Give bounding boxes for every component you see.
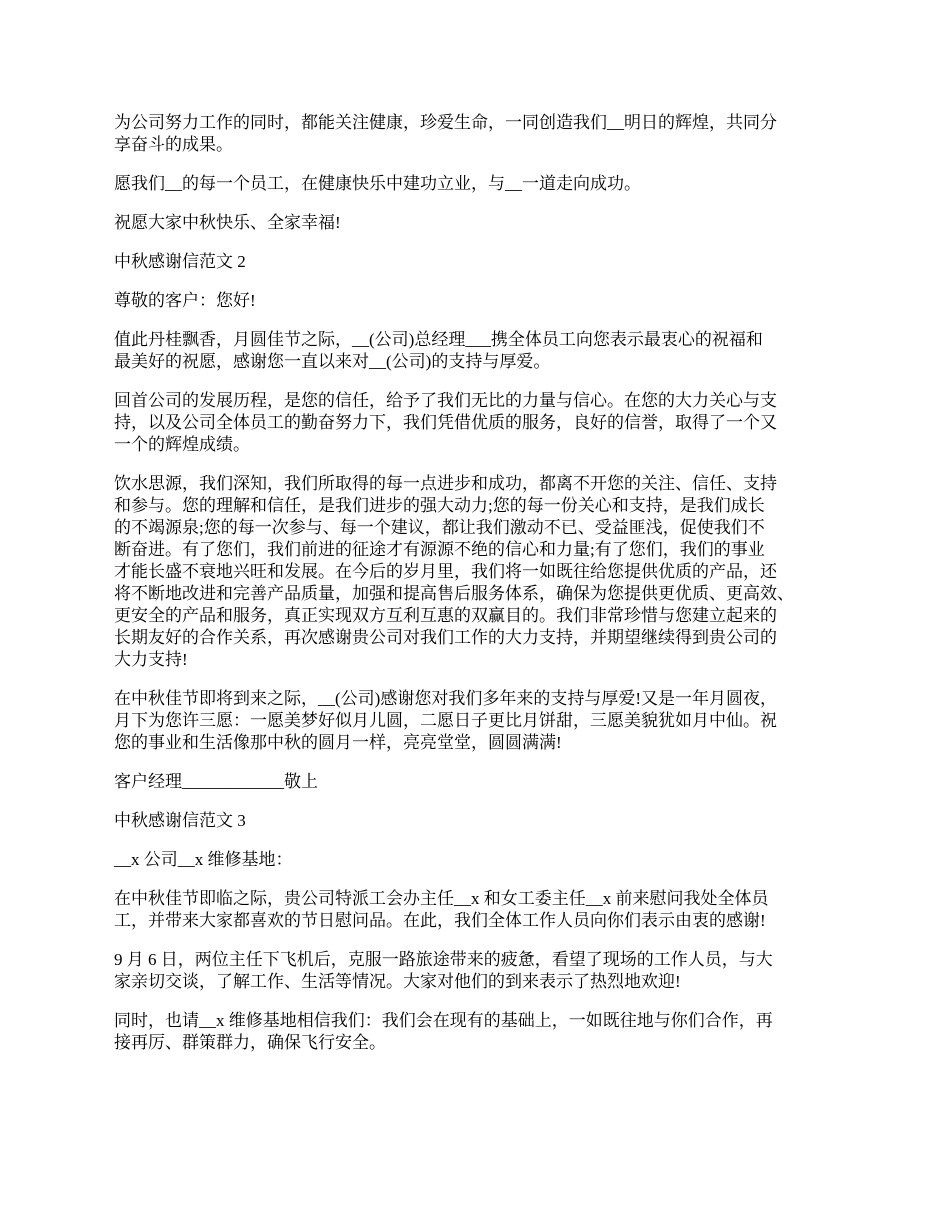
paragraph-opening: 值此丹桂飘香，月圆佳节之际，__(公司)总经理___携全体员工向您表示最衷心的祝福和 最美好的祝愿，感谢您一直以来对__(公司)的支持与厚爱。 [114,330,763,371]
paragraph-arrival: 9 月 6 日，两位主任下飞机后，克服一路旅途带来的疲惫，看望了现场的工作人员，与大 家亲切交谈，了解工作、生活等情况。大家对他们的到来表示了热烈地欢迎! [114,950,773,991]
paragraph-closing-wish: 为公司努力工作的同时，都能关注健康，珍爱生命，一同创造我们__明日的辉煌，共同分 享奋斗的成果。 [114,113,777,154]
salutation-customer: 尊敬的客户：您好! [114,291,256,310]
paragraph-employee-wish: 愿我们__的每一个员工，在健康快乐中建功立业，与__一道走向成功。 [114,174,641,193]
paragraph-wishes: 在中秋佳节即将到来之际，__(公司)感谢您对我们多年来的支持与厚爱!又是一年月圆夜， 月下为您许三愿：一愿美梦好似月儿圆，二愿日子更比月饼甜，三愿美貌犹如月中仙。祝 您的事业和生活像那中秋的圆月一样，亮亮堂堂，圆圆满满! [114,689,777,752]
section-heading-3: 中秋感谢信范文 3 [114,811,246,830]
paragraph-history: 回首公司的发展历程，是您的信任，给予了我们无比的力量与信心。在您的大力关心与支 持，以及公司全体员工的勤奋努力下，我们凭借优质的服务，良好的信誉，取得了一个又 一个的辉煌成绩。 [114,391,777,454]
paragraph-commitment: 同时，也请__x 维修基地相信我们：我们会在现有的基础上，一如既往地与你们合作，再 接再厉、群策群力，确保飞行安全。 [114,1011,773,1052]
section-heading-2: 中秋感谢信范文 2 [114,252,246,271]
salutation-company: __x 公司__x 维修基地： [114,850,293,869]
paragraph-festival-greeting: 祝愿大家中秋快乐、全家幸福! [114,213,341,232]
document-body [114,112,844,1071]
paragraph-visit: 在中秋佳节即临之际，贵公司特派工会办主任__x 和女工委主任__x 前来慰问我处全体员 工，并带来大家都喜欢的节日慰问品。在此，我们全体工作人员向你们表示由衷的感谢! [114,889,769,930]
paragraph-gratitude: 饮水思源，我们深知，我们所取得的每一点进步和成功，都离不开您的关注、信任、支持 和参与。您的理解和信任，是我们进步的强大动力;您的每一份关心和支持，是我们成长 的不竭源泉;您的每一次参与、每一个建议，都让我们激动不已、受益匪浅，促使我们不 断奋进。有了您们，我们前进的征途才有源源不绝的信心和力量;有了您们，我们的事业 才能长盛不衰地兴旺和发展。在今后的岁月里，我们将一如既往给您提供优质的产品，还 将不断地改进和完善产品质量，加强和提高售后服务体系，确保为您提供更优质、更高效、 更安全的产品和服务，真正实现双方互利互惠的双赢目的。我们非常珍惜与您建立起来的 长期友好的合作关系，再次感谢贵公司对我们工作的大力支持，并期望继续得到贵公司的 大力支持! [114,474,794,669]
signature-line: 客户经理____________敬上 [114,772,318,791]
